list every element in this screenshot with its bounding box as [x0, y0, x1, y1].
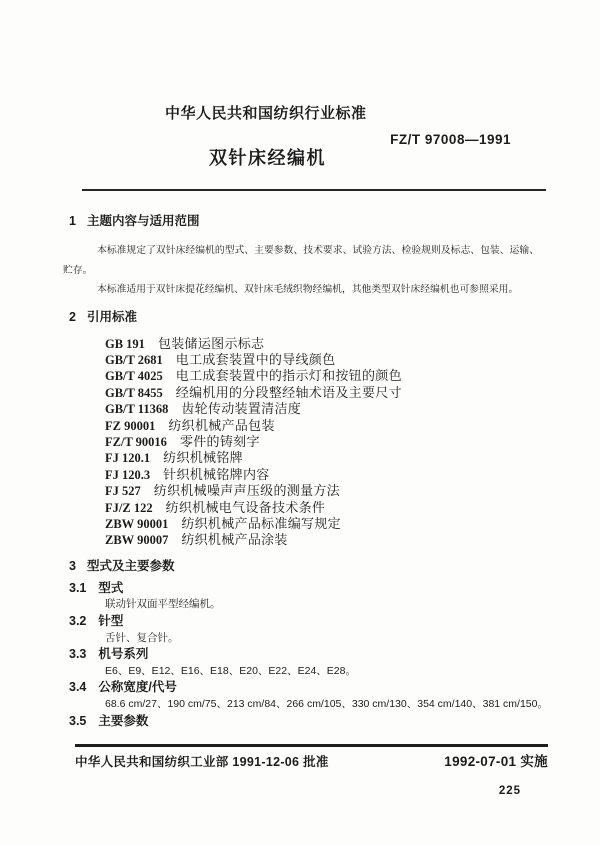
subsection-label: 机号系列 — [98, 647, 149, 662]
reference-code: FJ/Z 122 — [105, 500, 153, 515]
reference-item — [105, 467, 539, 483]
subsection-heading — [63, 613, 539, 630]
section-3-number: 3 — [69, 558, 76, 573]
section-3-heading — [63, 558, 539, 575]
section-1-heading — [63, 213, 539, 230]
reference-code: ZBW 90007 — [105, 533, 169, 548]
subsection-label: 型式 — [98, 580, 124, 595]
section-2-number: 2 — [69, 309, 76, 324]
standard-number: FZ/T 97008—1991 — [390, 132, 511, 147]
subsection-number: 3.4 — [69, 680, 87, 695]
reference-item — [105, 385, 539, 401]
scope-paragraph: 本标准适用于双针床提花经编机、双针床毛绒织物经编机，其他类型双针床经编机也可参照采用。 — [97, 284, 519, 295]
subsection-label: 公称宽度/代号 — [98, 680, 177, 695]
page-number: 225 — [498, 785, 521, 797]
subsection-number: 3.5 — [69, 713, 87, 728]
subsection-heading — [63, 646, 539, 663]
subsection-label: 主要参数 — [98, 713, 149, 728]
reference-code: GB 191 — [105, 336, 145, 351]
subsection-body: 联动针双面平型经编机。 — [105, 598, 221, 611]
document-title: 双针床经编机 — [209, 148, 326, 168]
section-1-number: 1 — [69, 214, 76, 228]
subsection-number: 3.2 — [69, 613, 87, 628]
subsection-label: 针型 — [98, 613, 124, 628]
reference-title: 纺织机械产品包装 — [168, 417, 275, 433]
standard-category-title: 中华人民共和国纺织行业标准 — [165, 105, 367, 122]
reference-item — [105, 336, 539, 352]
subsection — [63, 580, 539, 613]
reference-item — [105, 352, 539, 368]
reference-title: 经编机用的分段整经轴术语及主要尺寸 — [175, 384, 402, 400]
section-2-title: 引用标准 — [86, 309, 137, 324]
reference-code: GB/T 8455 — [105, 385, 163, 400]
section-1-title: 主题内容与适用范围 — [86, 214, 200, 228]
subsection-heading — [63, 679, 539, 696]
reference-item — [105, 434, 539, 450]
reference-code: GB/T 11368 — [105, 402, 169, 417]
reference-item — [105, 483, 539, 499]
reference-title: 电工成套装置中的导线颜色 — [175, 351, 336, 367]
subsection-heading — [63, 713, 539, 730]
reference-title: 纺织机械噪声声压级的测量方法 — [153, 483, 340, 499]
subsection-body: 舌针、复合针。 — [105, 631, 179, 644]
subsection — [63, 713, 539, 730]
reference-code: GB/T 2681 — [105, 352, 163, 367]
subsection — [63, 613, 539, 646]
scope-paragraph: 本标准规定了双针床经编机的型式、主要参数、技术要求、试验方法、检验规则及标志、包装、运输、贮存。 — [63, 245, 539, 276]
reference-code: FZ 90001 — [105, 418, 156, 433]
reference-code: FJ 527 — [105, 484, 141, 499]
reference-item — [105, 450, 539, 466]
reference-title: 纺织机械产品标准编写规定 — [181, 515, 341, 531]
reference-code: FJ 120.3 — [105, 467, 151, 482]
reference-item — [105, 516, 539, 532]
reference-item — [105, 368, 539, 384]
reference-title: 纺织机械电气设备技术条件 — [165, 499, 326, 515]
subsection-body: 68.6 cm/27、190 cm/75、213 cm/84、266 cm/105、330 cm/130、354 cm/140、381 cm/150。 — [105, 697, 548, 710]
subsection-body: E6、E9、E12、E16、E18、E20、E22、E24、E28。 — [105, 664, 356, 677]
section-3-title: 型式及主要参数 — [86, 558, 175, 573]
subsection-number: 3.3 — [69, 647, 87, 662]
subsection-number: 3.1 — [69, 580, 87, 595]
reference-item — [105, 401, 539, 417]
reference-item — [105, 532, 539, 548]
reference-title: 电工成套装置中的指示灯和按钮的颜色 — [175, 368, 402, 384]
reference-title: 纺织机械产品涂装 — [181, 532, 288, 548]
document-body — [63, 206, 548, 729]
footer-divider-rule — [75, 744, 548, 747]
reference-item — [105, 500, 539, 516]
reference-code: FZ/T 90016 — [105, 434, 167, 449]
subsection-heading — [63, 580, 539, 597]
subsections-list — [63, 580, 548, 729]
reference-code: ZBW 90001 — [105, 516, 169, 531]
approval-text: 中华人民共和国纺织工业部 1991-12-06 批准 — [75, 755, 329, 769]
reference-title: 针织机械铭牌内容 — [163, 466, 270, 482]
scope-paragraphs — [63, 241, 539, 300]
section-2-heading — [63, 309, 539, 326]
reference-title: 零件的铸刻字 — [179, 433, 260, 449]
references-list — [63, 336, 539, 549]
subsection — [63, 679, 548, 712]
title-divider-rule — [82, 189, 546, 191]
reference-item — [105, 418, 539, 434]
reference-code: GB/T 4025 — [105, 369, 163, 384]
reference-title: 纺织机械铭牌 — [163, 450, 243, 466]
subsection — [63, 646, 539, 679]
reference-title: 包装储运图示标志 — [157, 335, 265, 351]
reference-title: 齿轮传动装置清洁度 — [181, 401, 302, 417]
implementation-text: 1992-07-01 实施 — [444, 754, 548, 769]
reference-code: FJ 120.1 — [105, 451, 151, 466]
